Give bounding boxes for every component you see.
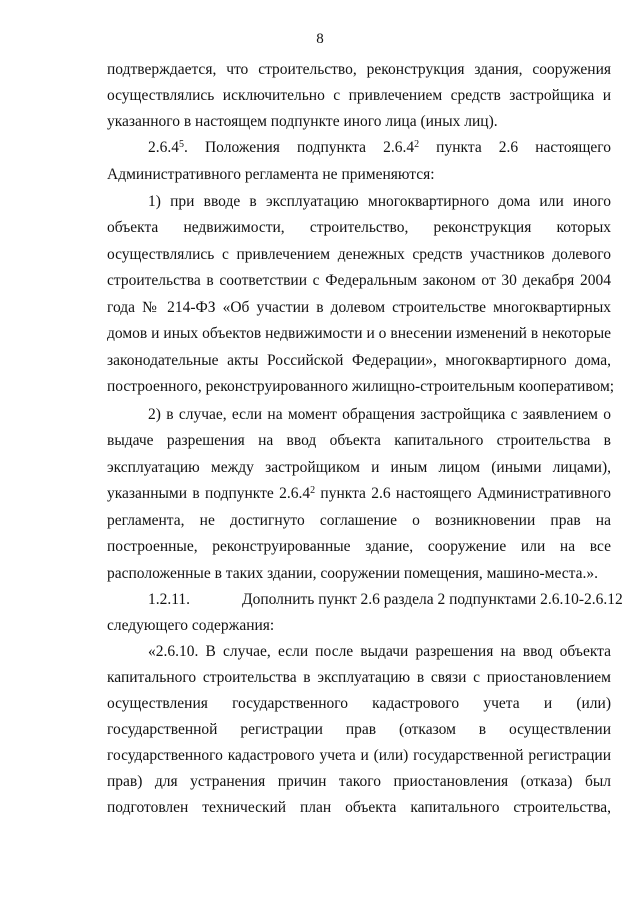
text-line: подготовлен технический план объекта капитального строительства, [107,799,611,816]
text-line: объекта недвижимости, строительство, реконструкция которых [107,219,611,236]
text-line: построенного, реконструированного жилищно-строительным кооперативом; [107,378,615,395]
text-line: регламента, не достигнуто соглашение о возникновении прав на [107,512,611,529]
text-line: 1) при вводе в эксплуатацию многоквартирного дома или иного [148,193,611,210]
text-line: 2) в случае, если на момент обращения застройщика с заявлением о [148,406,611,423]
text-line: выдаче разрешения на ввод объекта капитального строительства в [107,432,611,449]
text-line: построенные, реконструированные здание, сооружение или на все [107,538,611,555]
text-line: «2.6.10. В случае, если после выдачи разрешения на ввод объекта [148,643,611,660]
text-line: следующего содержания: [107,617,275,634]
superscript: 5 [179,139,184,150]
text-line: государственной регистрации прав (отказом в осуществлении [107,721,611,738]
page-number: 8 [316,31,324,47]
clause-1-2-11-line [148,589,623,611]
text-fragment: указанными в подпункте 2.6.4 [107,485,311,502]
text-line: года № 214-ФЗ «Об участии в долевом строительстве многоквартирных [107,299,611,316]
text-line: прав) для устранения причин такого приостановления (отказа) был [107,773,611,790]
text-line: осуществлялись с привлечением денежных средств участников долевого [107,246,611,263]
text-line: законодательные акты Российской Федерации», многоквартирного дома, [107,352,611,369]
clause-number: 1.2.11. [148,591,191,608]
text-fragment: пункта 2.6 настоящего Административного [315,485,611,502]
text-fragment: Дополнить пункт 2.6 раздела 2 подпунктами 2.6.10-2.6.12 [242,591,623,608]
superscript: 2 [310,485,316,496]
text-line: осуществлялись исключительно с привлечением средств застройщика и [107,87,611,104]
text-line: подтверждается, что строительство, реконструкция здания, сооружения [107,61,611,78]
text-line: Административного регламента не применяются: [107,166,435,183]
text-line: эксплуатацию между застройщиком и иным лицом (иными лицами), [107,459,611,476]
text-line-with-superscript [107,483,611,505]
clause-number: 2.6.4 [148,139,179,156]
text-line: указанного в настоящем подпункте иного лица (иных лиц). [107,113,498,130]
text-line: осуществления государственного кадастрового учета и (или) [107,695,611,712]
text-line: государственного кадастрового учета и (или) государственной регистрации [107,747,611,764]
text-line: строительства в соответствии с Федеральным законом от 30 декабря 2004 [107,272,611,289]
text-line: домов и иных объектов недвижимости и о внесении изменений в некоторые [107,325,611,342]
clause-2-6-4-5-line [148,137,611,159]
text-fragment: пункта 2.6 настоящего [419,139,611,156]
text-line: капитального строительства в эксплуатацию в связи с приостановлением [107,669,611,686]
superscript: 2 [414,139,420,150]
text-line: расположенные в таких здании, сооружении помещения, машино-места.». [107,565,598,582]
text-fragment: . Положения подпункта 2.6.4 [184,139,415,156]
